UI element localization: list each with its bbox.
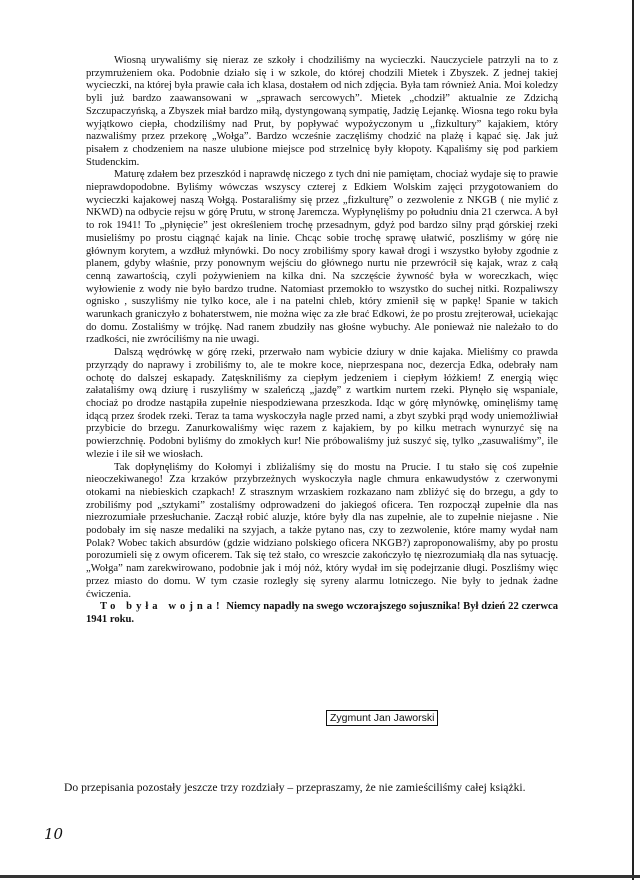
war-announcement: To była wojna! (100, 601, 224, 613)
author-signature: Zygmunt Jan Jaworski (326, 710, 438, 726)
war-date-sentence: Niemcy napadły na swego wczorajszego sojusznika! Był dzień 22 czerwca 1941 roku. (86, 601, 558, 625)
paragraph-kolomyja-arrest: Tak dopłynęliśmy do Kołomyi i zbliżaliśmy się do mostu na Prucie. I tu stało się coś zupełnie nieoczekiwanego! Zza krzaków przybrzeżnych wyskoczyła nagle chmura enkawudystów z czerwonymi otokami na niebieskich czapkach! Z strasznym wrzaskiem rozkazano nam zbliżyć się do brzegu, a gdy to zrobiliśmy pod „sztykami” zostaliśmy odprowadzeni do jakiegoś oficera. Ten rozpoczął zupełnie dla nas niezrozumiałe przesłuchanie. Zaczął robić aluzje, które były dla nas zupełnie, ale to zupełnie niejasne . Nie podobały im się nasze medaliki na szyjach, a także pytano nas, czy to zezwolenie, które mamy wydał nam Polak? Wobec takich absurdów (gdzie widziano polskiego oficera NKGB?) zaproponowaliśmy, aby po prostu porozumieli się z owym oficerem. Tak się też stało, co wreszcie zakończyło tę niezrozumiałą dla nas sytuację. „Wołga” nam zarekwirowano, podobnie jak i mój nóż, który wydał im się podejrzanie długi. Poszliśmy więc przez miasto do domu. W tym czasie rozległy się syreny alarmu lotniczego. Nie były to jednak żadne ćwiczenia. (86, 461, 558, 600)
paragraph-matura-kayak-trip: Maturę zdałem bez przeszkód i naprawdę niczego z tych dni nie pamiętam, chociaż wydaje się to prawie nieprawdopodobne. Byliśmy wówczas wszyscy czterej z Edkiem Wolskim zajęci przygotowaniem do wycieczki kajakowej naszą Wołgą. Postaraliśmy się przez „fizkulturę” o zezwolenie z NKGB ( nie mylić z NKWD) na odbycie rejsu w górę Prutu, w stronę Jaremcza. Wypłynęliśmy po południu dnia 21 czerwca. A był to rok 1941! To „płynięcie” jest określeniem trochę przesadnym, gdyż pod bardzo silny prąd górskiej rzeki musieliśmy po prostu ciągnąć kajak na linie. Chcąc sobie trochę sprawę ułatwić, poszliśmy w górę nie głównym korytem, a wzdłuż młynówki. Do nocy zrobiliśmy spory kawał drogi i wszystko byłoby zgodnie z planem, gdyby właśnie, przy ponownym wejściu do głównego nurtu nie przewrócił się kajak, wraz z całą cenną zawartością, czyli pożywieniem na kilka dni. Na szczęście żywność była w woreczkach, więc wyłowienie z wody nie było bardzo trudne. Natomiast przemokło to wszystko do suchej nitki. Rozpaliwszy ognisko , suszyliśmy nie tylko koce, ale i na patelni chleb, który zmienił się w papkę! Spanie w takich warunkach graniczyło z bohaterstwem, nie można więc za złe brać Edkowi, że po prostu zrejterował, uciekając do domu. Zostaliśmy w trójkę. Nad ranem zbudziły nas głośne wybuchy. Ale ponieważ nie należało to do rzadkości, nie zwróciliśmy na nie uwagi. (86, 169, 558, 346)
memoir-text (86, 55, 558, 627)
editor-note: Do przepisania pozostały jeszcze trzy rozdziały – przepraszamy, że nie zamieściliśmy całej książki. (64, 781, 526, 794)
page-edge-right (632, 0, 634, 880)
paragraph-return-down-river: Dalszą wędrówkę w górę rzeki, przerwało nam wybicie dziury w dnie kajaka. Mieliśmy co prawda przyrządy do naprawy i zrobiliśmy to, ale te mokre koce, nieprzespana noc, dezercja Edka, odebrały nam ochotę do dalszej eskapady. Zatęskniliśmy za ciepłym jedzeniem i ciepłym łóżkiem! Z energią więc załataliśmy ową dziurę i ruszyliśmy w szaleńczą „jazdę” z wartkim nurtem rzeki. Płynęło się wspaniale, chociaż po drodze nastąpiła zupełnie niespodziewana przeszkoda. Idąc w górę młynówkę, ominęliśmy tamę idącą przez środek rzeki. Teraz ta tama wyskoczyła nagle przed nami, a zbyt szybki prąd wody uniemożliwiał przybicie do brzegu. Zanurkowaliśmy więc razem z kajakiem, by po kilku metrach wynurzyć się na powierzchnię. Podobni byliśmy do zmokłych kur! Nie próbowaliśmy już suszyć się, tylko „zasuwaliśmy”, ile wlezie i ile sił we wiosłach. (86, 347, 558, 460)
page-number: 10 (44, 825, 64, 843)
page-edge-bottom (0, 875, 640, 878)
closing-statement (86, 601, 558, 626)
paragraph-spring-trips: Wiosną urywaliśmy się nieraz ze szkoły i chodziliśmy na wycieczki. Nauczyciele patrzyli na to z przymrużeniem oka. Podobnie działo się i w szkole, do której chodzili Mietek i Zbyszek. Z jednej takiej wycieczki, na której była prawie cała ich klasa, dostałem od nich zdjęcia. Była tam również Ania. Moi koledzy byli już bardzo zaawansowani w „sprawach sercowych”. Mietek „chodził” aktualnie ze Zdzichą Szczupaczyńską, a Zbyszek miał bardzo miłą, dystyngowaną sympatię, Jadzię Lejankę. Wiosna tego roku była wyjątkowo ciepła, chodziliśmy nad Prut, by popływać wypożyczonym u „fizkultury” kajakiem, który nazwaliśmy przez przekorę „Wołga”. Bardzo wcześnie zaczęliśmy chodzić na plażę i kąpać się. Jak już pisałem z chodzeniem na nasze ulubione miejsce pod strzelnicę były kłopoty. Kąpaliśmy się pod parkiem Studenckim. (86, 55, 558, 168)
